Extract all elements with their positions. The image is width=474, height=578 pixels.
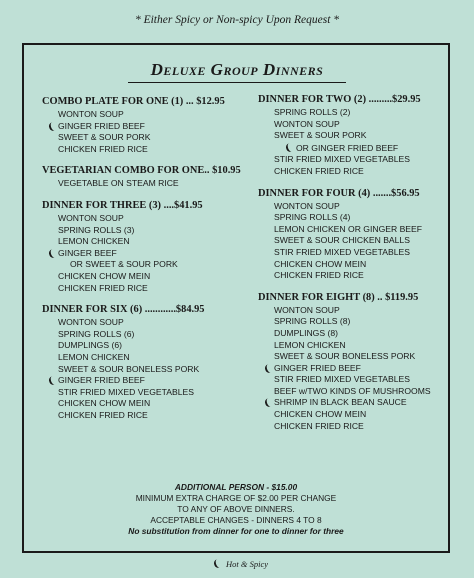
footer-notes	[22, 482, 450, 537]
menu-item-label: GINGER FRIED BEEF	[58, 120, 145, 131]
additional-person-price: ADDITIONAL PERSON - $15.00	[174, 482, 298, 492]
menu-item-label: SPRING ROLLS (4)	[274, 212, 351, 223]
substitution-note: No substitution from dinner for one to dinner for three	[128, 526, 344, 536]
menu-item-label: SPRING ROLLS (6)	[58, 328, 135, 339]
chili-pepper-icon	[48, 248, 58, 259]
menu-item-label: SPRING ROLLS (2)	[274, 107, 351, 117]
footer-line-1: MINIMUM EXTRA CHARGE OF $2.00 PER CHANGE	[135, 493, 337, 503]
chili-pepper-icon	[264, 397, 274, 408]
menu-item-label: LEMON CHICKEN OR GINGER BEEF	[274, 223, 423, 234]
menu-item	[58, 213, 252, 225]
menu-item-label: CHICKEN FRIED RICE	[274, 270, 364, 281]
menu-item	[274, 270, 448, 282]
menu-item	[58, 109, 252, 121]
menu-item	[58, 132, 252, 144]
legend-label: Hot & Spicy	[226, 559, 269, 569]
menu-item	[274, 247, 448, 259]
section-heading: DINNER FOR SIX (6) ............$84.95	[42, 304, 205, 316]
menu-item	[274, 201, 448, 213]
menu-item	[58, 352, 252, 364]
menu-item-label: STIR FRIED MIXED VEGETABLES	[274, 154, 410, 165]
chili-pepper-icon	[213, 558, 223, 569]
dinner-section	[42, 95, 252, 155]
menu-item-label: STIR FRIED MIXED VEGETABLES	[274, 246, 410, 257]
menu-item-label: WONTON SOUP	[274, 118, 340, 129]
menu-item-label: CHICKEN CHOW MEIN	[274, 409, 367, 420]
menu-item-label: GINGER BEEF	[58, 247, 117, 258]
menu-item-label: LEMON CHICKEN	[58, 236, 130, 247]
menu-item-label: SWEET & SOUR PORK	[58, 132, 151, 143]
menu-item-label: WONTON SOUP	[274, 304, 340, 315]
section-heading: DINNER FOR TWO (2) .........$29.95	[258, 94, 421, 105]
menu-item-label: GINGER FRIED BEEF	[274, 362, 361, 373]
chili-pepper-icon	[285, 142, 295, 153]
menu-item-label: CHICKEN FRIED RICE	[274, 165, 364, 176]
menu-item-label: BEEF w/TWO KINDS OF MUSHROOMS	[274, 385, 431, 396]
menu-item-label: CHICKEN FRIED RICE	[58, 143, 148, 154]
menu-item	[274, 409, 448, 421]
menu-item	[274, 259, 448, 271]
menu-item	[58, 329, 252, 341]
menu-item	[58, 259, 252, 271]
section-heading: COMBO PLATE FOR ONE (1) ... $12.95	[42, 96, 225, 107]
menu-item	[58, 248, 252, 260]
menu-item	[274, 340, 448, 352]
menu-item	[274, 351, 448, 363]
menu-item	[274, 224, 448, 236]
menu-item	[58, 340, 252, 352]
dinner-section	[258, 187, 448, 282]
menu-item-label: STIR FRIED MIXED VEGETABLES	[58, 386, 194, 397]
menu-item	[274, 107, 448, 119]
menu-item	[274, 154, 448, 166]
menu-item-label: WONTON SOUP	[274, 200, 340, 211]
item-list	[42, 213, 252, 294]
menu-item	[274, 212, 448, 224]
menu-item-label: STIR FRIED MIXED VEGETABLES	[274, 374, 410, 385]
footer-line-2: TO ANY OF ABOVE DINNERS.	[177, 504, 295, 514]
menu-item-label: CHICKEN CHOW MEIN	[274, 258, 367, 269]
menu-item	[274, 119, 448, 131]
menu-item	[274, 386, 448, 398]
item-list	[258, 107, 448, 178]
item-list	[42, 178, 252, 190]
menu-item	[58, 387, 252, 399]
menu-item-label: CHICKEN FRIED RICE	[58, 409, 148, 420]
chili-pepper-icon	[48, 375, 58, 386]
menu-item	[58, 410, 252, 422]
section-heading: DINNER FOR EIGHT (8) .. $119.95	[258, 291, 419, 303]
menu-item-label: DUMPLINGS (6)	[58, 340, 122, 351]
menu-item	[58, 121, 252, 133]
menu-item-label: DUMPLINGS (8)	[274, 327, 338, 338]
footer-line-3: ACCEPTABLE CHANGES - DINNERS 4 TO 8	[150, 515, 322, 525]
menu-item-label: OR SWEET & SOUR PORK	[70, 259, 178, 270]
menu-item	[274, 142, 448, 155]
dinner-section	[42, 164, 252, 190]
menu-item-label: LEMON CHICKEN	[58, 351, 130, 362]
menu-item-label: SPRING ROLLS (8)	[274, 316, 351, 327]
dinner-section	[258, 291, 448, 433]
menu-item-label: CHICKEN CHOW MEIN	[58, 270, 151, 281]
dinner-section	[42, 199, 252, 294]
right-column	[258, 93, 448, 441]
menu-item	[58, 225, 252, 237]
menu-item	[58, 144, 252, 156]
menu-item	[274, 130, 448, 142]
menu-item	[274, 374, 448, 386]
menu-item	[58, 375, 252, 387]
menu-item	[58, 178, 252, 190]
menu-item-label: LEMON CHICKEN	[274, 339, 346, 350]
menu-item	[58, 236, 252, 248]
section-heading: DINNER FOR THREE (3) ....$41.95	[42, 199, 203, 211]
menu-item-label: GINGER FRIED BEEF	[58, 375, 145, 386]
chili-pepper-icon	[48, 121, 58, 132]
menu-item-label: VEGETABLE ON STEAM RICE	[58, 178, 179, 189]
menu-item-label: WONTON SOUP	[58, 317, 124, 328]
menu-item	[58, 317, 252, 329]
menu-item	[274, 421, 448, 433]
menu-item-label: SHRIMP IN BLACK BEAN SAUCE	[274, 397, 407, 408]
menu-item-label: CHICKEN CHOW MEIN	[58, 398, 151, 409]
menu-item-label: SWEET & SOUR CHICKEN BALLS	[274, 235, 410, 246]
hot-spicy-legend	[214, 558, 268, 569]
menu-item-label: WONTON SOUP	[58, 212, 124, 223]
section-heading: VEGETARIAN COMBO FOR ONE.. $10.95	[42, 165, 241, 177]
dinner-section	[258, 93, 448, 178]
menu-item-label: SWEET & SOUR BONELESS PORK	[274, 351, 416, 362]
menu-item-label: SWEET & SOUR BONELESS PORK	[58, 363, 200, 374]
title-underline	[128, 82, 346, 83]
item-list	[42, 109, 252, 155]
menu-item	[274, 397, 448, 409]
left-column	[42, 95, 252, 430]
menu-item	[274, 166, 448, 178]
section-heading: DINNER FOR FOUR (4) .......$56.95	[258, 187, 420, 199]
menu-item-label: SWEET & SOUR PORK	[274, 130, 367, 141]
dinner-section	[42, 303, 252, 421]
item-list	[42, 317, 252, 421]
menu-item	[274, 316, 448, 328]
spicy-request-note: * Either Spicy or Non-spicy Upon Request *	[134, 14, 340, 26]
menu-item	[274, 305, 448, 317]
menu-item	[274, 363, 448, 375]
menu-item-label: CHICKEN FRIED RICE	[58, 282, 148, 293]
menu-item	[274, 328, 448, 340]
menu-item-label: OR GINGER FRIED BEEF	[296, 142, 399, 153]
menu-item	[58, 398, 252, 410]
menu-item	[58, 283, 252, 295]
item-list	[258, 201, 448, 282]
menu-item	[58, 271, 252, 283]
menu-item	[274, 235, 448, 247]
item-list	[258, 305, 448, 433]
menu-item	[58, 364, 252, 376]
menu-item-label: CHICKEN FRIED RICE	[274, 420, 364, 431]
menu-item-label: SPRING ROLLS (3)	[58, 224, 135, 235]
chili-pepper-icon	[264, 363, 274, 374]
menu-item-label: WONTON SOUP	[58, 109, 124, 119]
page-title: Deluxe Group Dinners	[150, 60, 324, 79]
